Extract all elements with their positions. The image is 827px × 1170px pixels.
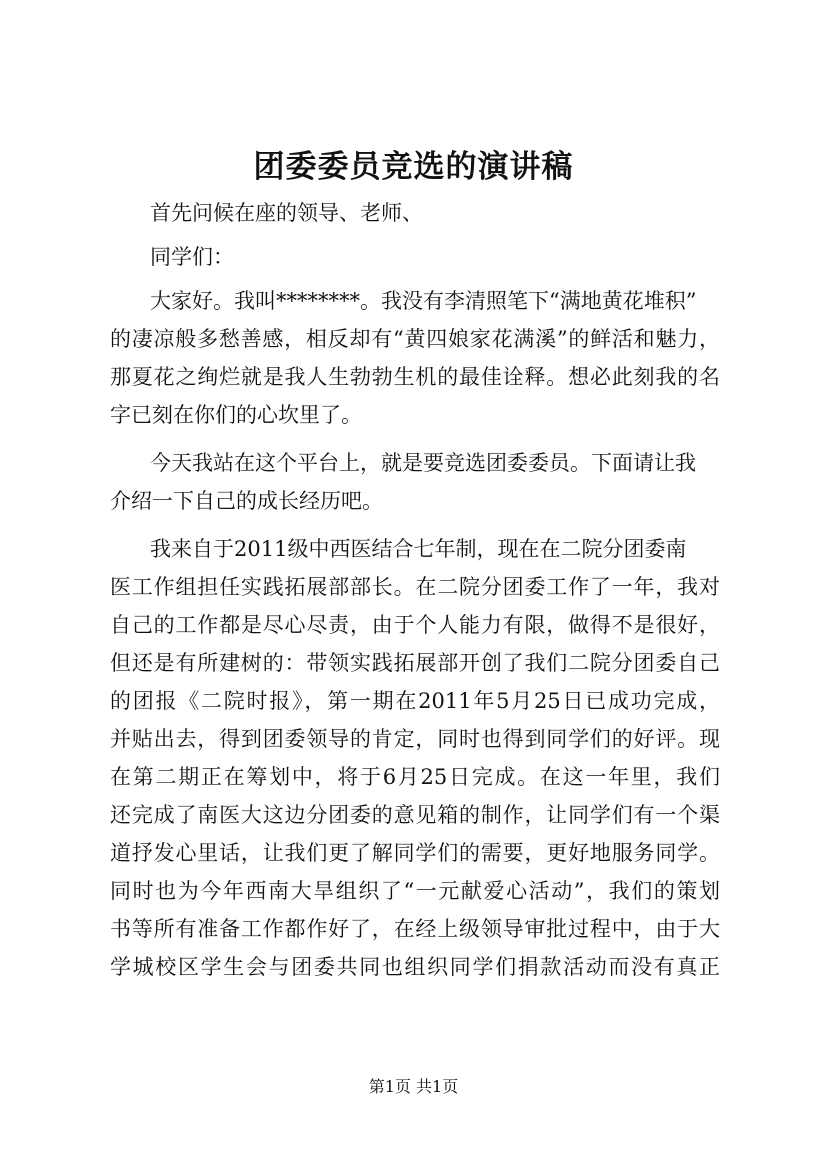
page-number-footer: 第1页 共1页: [368, 1077, 459, 1096]
paragraph-line: 医工作组担任实践拓展部部长。在二院分团委工作了一年，我对: [110, 575, 720, 599]
document-title: 团委委员竞选的演讲稿: [253, 149, 574, 185]
paragraph-line: 道抒发心里话，让我们更了解同学们的需要，更好地服务同学。: [110, 841, 720, 865]
paragraph-line: 同学们：: [150, 245, 234, 269]
paragraph-line: 学城校区学生会与团委共同也组织同学们捐款活动而没有真正: [110, 955, 720, 979]
paragraph-line: 那夏花之绚烂就是我人生勃勃生机的最佳诠释。想必此刻我的名: [110, 365, 720, 389]
paragraph-line: 大家好。我叫********。我没有李清照笔下“满地黄花堆积”: [150, 289, 697, 313]
paragraph-line: 介绍一下自己的成长经历吧。: [110, 489, 383, 513]
paragraph-line: 我来自于2011级中西医结合七年制，现在在二院分团委南: [150, 537, 687, 561]
paragraph-line: 的凄凉般多愁善感，相反却有“黄四娘家花满溪”的鲜活和魅力，: [110, 327, 720, 351]
paragraph-line: 但还是有所建树的：带领实践拓展部开创了我们二院分团委自己: [110, 651, 720, 675]
paragraph-line: 字已刻在你们的心坎里了。: [110, 403, 362, 427]
paragraph-line: 在第二期正在筹划中，将于6月25日完成。在这一年里，我们: [110, 765, 720, 789]
paragraph-line: 首先问候在座的领导、老师、: [150, 201, 423, 225]
paragraph-line: 还完成了南医大这边分团委的意见箱的制作，让同学们有一个渠: [110, 803, 720, 827]
paragraph-line: 同时也为今年西南大旱组织了“一元献爱心活动”，我们的策划: [110, 879, 720, 903]
paragraph-line: 并贴出去，得到团委领导的肯定，同时也得到同学们的好评。现: [110, 727, 720, 751]
paragraph-line: 自己的工作都是尽心尽责，由于个人能力有限，做得不是很好，: [110, 613, 720, 637]
paragraph-line: 书等所有准备工作都作好了，在经上级领导审批过程中，由于大: [110, 917, 720, 941]
paragraph-line: 的团报《二院时报》，第一期在2011年5月25日已成功完成，: [110, 689, 720, 713]
paragraph-line: 今天我站在这个平台上，就是要竞选团委委员。下面请让我: [150, 451, 696, 475]
